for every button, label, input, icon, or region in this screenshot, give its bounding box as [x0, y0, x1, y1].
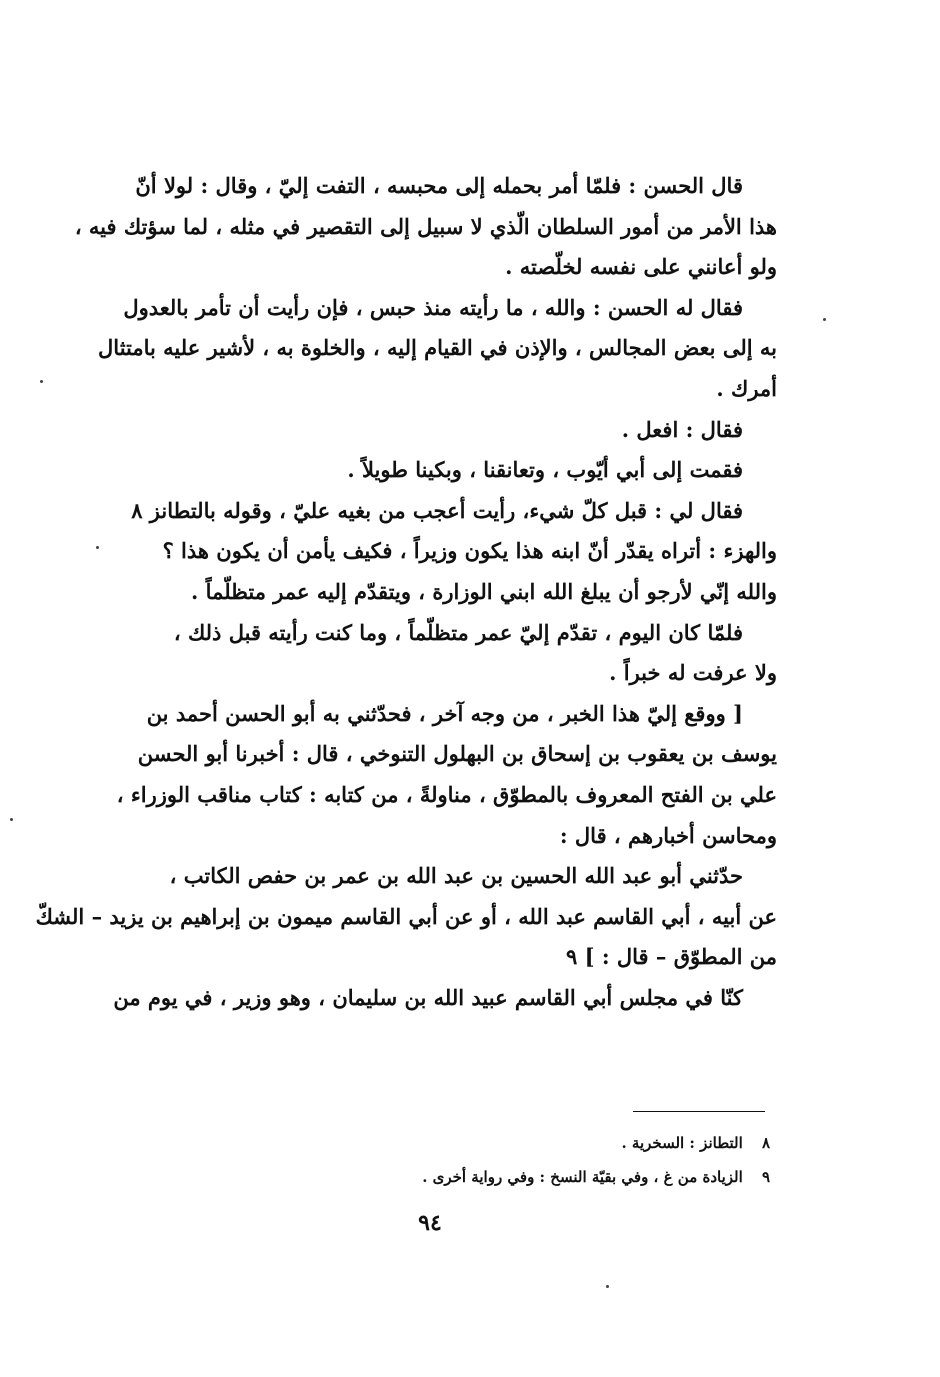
text-line: علي بن الفتح المعروف بالمطوّق ، مناولةً ، من كتابه : كتاب مناقب الوزراء ،	[116, 781, 777, 807]
scan-speck	[96, 546, 99, 549]
text-line: فقال لي : قبل كلّ شيء، رأيت أعجب من بغيه عليّ ، وقوله بالتطانز ٨	[131, 497, 743, 523]
footnote-number: ٨	[761, 1134, 770, 1152]
body-text	[35, 166, 777, 1018]
text-line: فلمّا كان اليوم ، تقدّم إليّ عمر متظلّماً ، وما كنت رأيته قبل ذلك ،	[173, 619, 743, 645]
footnote-divider	[633, 1111, 765, 1112]
footnote-item	[300, 1160, 770, 1194]
text-line: هذا الأمر من أمور السلطان الّذي لا سبيل إلى التقصير في مثله ، لما سؤتك فيه ،	[74, 213, 777, 239]
text-line: ولو أعانني على نفسه لخلّصته .	[505, 254, 777, 280]
text-line: فقمت إلى أبي أيّوب ، وتعانقنا ، وبكينا طويلاً .	[347, 457, 743, 483]
scan-speck	[606, 1285, 609, 1288]
text-line: أمرك .	[716, 375, 777, 401]
text-line: حدّثني أبو عبد الله الحسين بن عبد الله بن عمر بن حفص الكاتب ،	[169, 863, 743, 889]
text-line: ومحاسن أخبارهم ، قال :	[559, 822, 777, 848]
footnote-item	[300, 1126, 770, 1160]
text-line: عن أبيه ، أبي القاسم عبد الله ، أو عن أبي القاسم ميمون بن إبراهيم بن يزيد – الشكّ	[35, 903, 777, 929]
scan-speck	[823, 318, 826, 321]
text-line: والهزء : أتراه يقدّر أنّ ابنه هذا يكون وزيراً ، فكيف يأمن أن يكون هذا ؟	[162, 538, 777, 564]
footnote-number: ٩	[761, 1168, 770, 1186]
text-line: ولا عرفت له خبراً .	[609, 660, 777, 686]
footnote-text: الزيادة من غ ، وفي بقيّة النسخ : وفي رواية أخرى .	[422, 1168, 743, 1186]
footnote-text: التطانز : السخرية .	[621, 1134, 743, 1152]
text-line: كنّا في مجلس أبي القاسم عبيد الله بن سليمان ، وهو وزير ، في يوم من	[113, 984, 743, 1010]
text-line: فقال : افعل .	[621, 416, 743, 442]
text-line: من المطوّق – قال : ] ٩	[565, 944, 777, 970]
text-line: فقال له الحسن : والله ، ما رأيته منذ حبس ، فإن رأيت أن تأمر بالعدول	[123, 294, 743, 320]
text-line: به إلى بعض المجالس ، والإذن في القيام إليه ، والخلوة به ، لأشير عليه بامتثال	[98, 335, 777, 361]
text-line: [ ووقع إليّ هذا الخبر ، من وجه آخر ، فحدّثني به أبو الحسن أحمد بن	[146, 700, 743, 726]
footnotes	[300, 1126, 770, 1194]
page-number: ٩٤	[418, 1210, 442, 1236]
scan-speck	[10, 818, 13, 821]
scan-speck	[40, 380, 43, 383]
text-line: قال الحسن : فلمّا أمر بحمله إلى محبسه ، التفت إليّ ، وقال : لولا أنّ	[135, 173, 743, 198]
text-line: يوسف بن يعقوب بن إسحاق بن البهلول التنوخي ، قال : أخبرنا أبو الحسن	[137, 741, 777, 767]
text-line: والله إنّي لأرجو أن يبلغ الله ابني الوزارة ، ويتقدّم إليه عمر متظلّماً .	[191, 578, 777, 604]
